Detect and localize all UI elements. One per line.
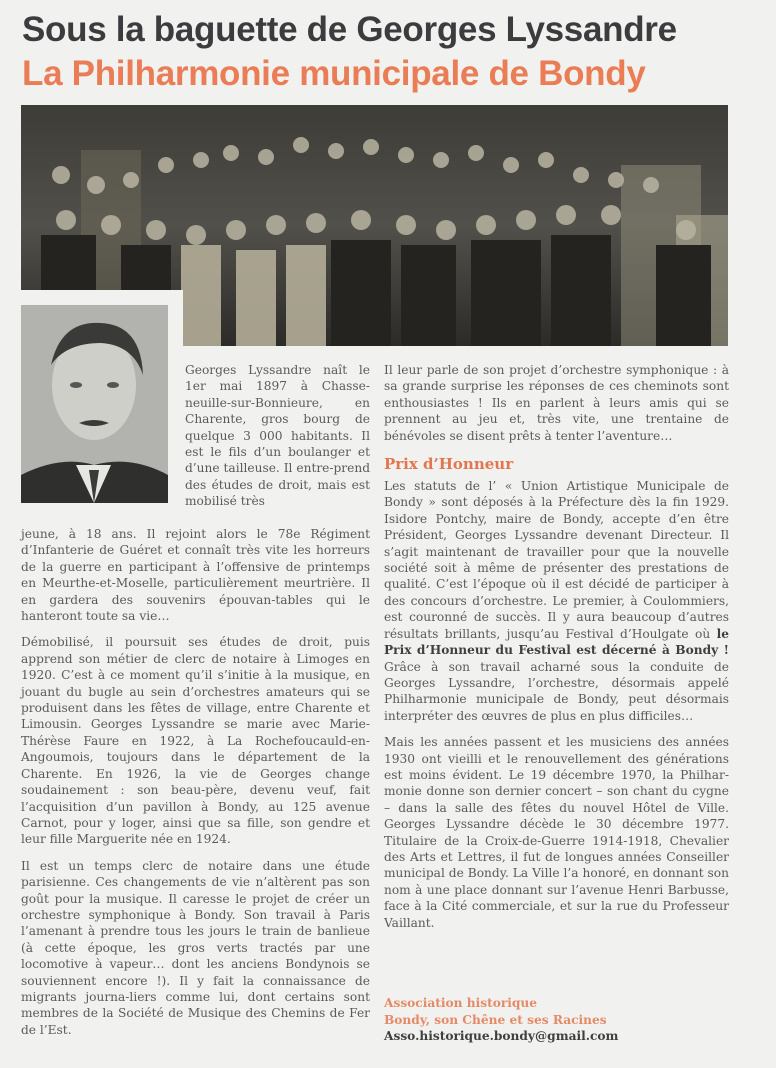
paragraph-statuts-end: Grâce à son travail acharné sous la conduite de Georges Lyssandre, l’orchestre, désormais appelé Philharmonie municipale de Bondy, peut désormais interpréter des œuvres de plus en plus difficiles…: [384, 659, 729, 723]
paragraph-demobilisation: Démobilisé, il poursuit ses études de droit, puis apprend son métier de clerc de notaire à Limoges en 1920. C’est à ce moment qu’il s’initie à la musique, en jouant du bugle au sein d’orchestres amateurs qui se produisent dans les fêtes de village, entre Charente et Limousin. Georges Lyssandre se marie avec Marie-Thérèse Faure en 1922, à La Rochefoucauld-en-Angoumois, toujours dans le département de la Charente. En 1926, la vie de Georges change soudainement : son beau-père, devenu veuf, fait l’acquisition d’un pavillon à Bondy, au 125 avenue Carnot, pour y loger, ainsi que sa fille, son gendre et leur fille Marguerite née en 1924.: [21, 635, 370, 847]
article-column-right: [384, 362, 729, 941]
paragraph-paris-work: Il est un temps clerc de notaire dans une étude parisienne. Ces changements de vie n’altèrent pas son goût pour la musique. Il caresse le projet de créer un orchestre symphonique à Bondy. Son travail à Paris l’amenant à prendre tous les jours le train de banlieue (à cette époque, les gros verts tractés par une locomotive à vapeur… dont les anciens Bondynois se souviennent encore !). Il y fait la connaissance de migrants journa-liers comme lui, dont certains sont membres de la Société de Musique des Chemins de Fer de l’Est.: [21, 858, 370, 1037]
portrait-illustration: [21, 305, 168, 503]
article-title: Sous la baguette de Georges Lyssandre: [22, 10, 677, 49]
prix-honneur-highlight: le Prix d’Honneur du Festival est décerné à Bondy !: [384, 626, 729, 658]
paragraph-statuts: [384, 478, 729, 724]
signature-email[interactable]: Asso.historique.bondy@gmail.com: [384, 1029, 619, 1043]
signature-association: Association historique: [384, 996, 538, 1010]
article-column-left-top: [185, 362, 370, 520]
section-heading-prix: Prix d’Honneur: [384, 455, 514, 474]
paragraph-project: Il leur parle de son projet d’orchestre symphonique : à sa grande surprise les réponses de ces cheminots sont enthousiastes ! Ils en parlent à leurs amis qui se prennent au jeu et, très vite, une trentaine de bénévoles se disent prêts à tenter l’aventure…: [384, 363, 729, 443]
signature-association-name: Bondy, son Chêne et ses Racines: [384, 1012, 607, 1027]
article-column-left: [21, 526, 370, 1048]
georges-lyssandre-portrait: [21, 305, 168, 503]
paragraph-birth: Georges Lyssandre naît le 1er mai 1897 à Chasse-neuille-sur-Bonnieure, en Charente, gros bourg de quelque 3 000 habitants. Il est le fils d’un boulanger et d’une tailleuse. Il entre-prend des études de droit, mais est mobilisé très: [185, 363, 370, 509]
paragraph-war: jeune, à 18 ans. Il rejoint alors le 78e Régiment d’Infanterie de Guéret et connaît très vite les horreurs de la guerre en participant à l’offensive de printemps en Meurthe-et-Moselle, particulièrement meurtrière. Il en gardera des souvenirs épouvan-tables qui le hanteront toute sa vie…: [21, 527, 370, 624]
article-subtitle: La Philharmonie municipale de Bondy: [22, 54, 646, 93]
paragraph-statuts-start: Les statuts de l’ « Union Artistique Municipale de Bondy » sont déposés à la Préfecture dès la fin 1929. Isidore Pontchy, maire de Bondy, accepte d’en être Président, Georges Lyssandre devenant Directeur. Il s’agit maintenant de travailler pour que la nouvelle société soit à même de présenter des prestations de qualité. C’est l’époque où il est décidé de participer à des concours d’orchestre. Le premier, à Coulommiers, est couronné de succès. Il y aura beaucoup d’autres résultats brillants, jusqu’au Festival d’Houlgate où: [384, 479, 729, 641]
signature-block: [384, 995, 618, 1045]
paragraph-final-years: Mais les années passent et les musiciens des années 1930 ont vieilli et le renouvellement des générations est moins évident. Le 19 décembre 1970, la Philhar-monie donne son dernier concert – son chant du cygne – dans la salle des fêtes du nouvel Hôtel de Ville. Georges Lyssandre décède le 30 décembre 1977. Titulaire de la Croix-de-Guerre 1914-1918, Chevalier des Arts et Lettres, il fut de longues années Conseiller municipal de Bondy. La Ville l’a honoré, en donnant son nom à une place donnant sur l’avenue Henri Barbusse, face à la Cité commerciale, et sur la rue du Professeur Vaillant.: [384, 735, 729, 930]
